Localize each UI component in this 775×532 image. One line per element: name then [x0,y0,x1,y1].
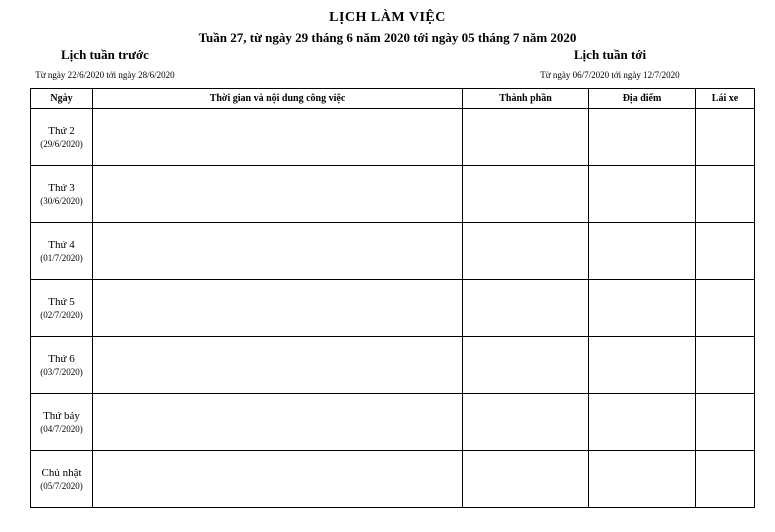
next-week-range: Từ ngày 06/7/2020 tới ngày 12/7/2020 [540,70,680,80]
day-cell [31,109,93,166]
day-date: (04/7/2020) [40,424,83,434]
driver-cell [696,166,755,223]
column-header-participants: Thành phần [463,89,589,109]
day-date: (02/7/2020) [40,310,83,320]
location-cell [589,451,696,508]
driver-cell [696,223,755,280]
column-header-day: Ngày [31,89,93,109]
driver-cell [696,280,755,337]
location-cell [589,337,696,394]
content-cell [93,451,463,508]
participants-cell [463,337,589,394]
day-cell [31,394,93,451]
day-date: (30/6/2020) [40,196,83,206]
day-name: Thứ 3 [48,182,75,194]
table-row [31,337,755,394]
column-header-location: Địa điểm [589,89,696,109]
driver-cell [696,109,755,166]
column-header-driver: Lái xe [696,89,755,109]
participants-cell [463,166,589,223]
day-name: Thứ 5 [48,296,75,308]
day-name: Chủ nhật [41,467,82,479]
page-subtitle: Tuần 27, từ ngày 29 tháng 6 năm 2020 tới ngày 05 tháng 7 năm 2020 [198,30,577,45]
location-cell [589,394,696,451]
prev-week-link[interactable]: Lịch tuần trước [61,47,149,62]
table-row [31,109,755,166]
driver-cell [696,394,755,451]
day-cell [31,280,93,337]
content-cell [93,223,463,280]
table-row [31,394,755,451]
table-row [31,451,755,508]
driver-cell [696,451,755,508]
day-date: (05/7/2020) [40,481,83,491]
day-date: (01/7/2020) [40,253,83,263]
day-date: (03/7/2020) [40,367,83,377]
day-name: Thứ 4 [48,239,75,251]
participants-cell [463,451,589,508]
location-cell [589,166,696,223]
content-cell [93,394,463,451]
day-cell [31,223,93,280]
table-row [31,280,755,337]
day-cell [31,451,93,508]
next-week-block [535,47,685,80]
day-name: Thứ bảy [43,410,80,422]
participants-cell [463,394,589,451]
prev-week-range: Từ ngày 22/6/2020 tới ngày 28/6/2020 [35,70,175,80]
day-cell [31,166,93,223]
content-cell [93,280,463,337]
content-cell [93,166,463,223]
table-row [31,166,755,223]
participants-cell [463,280,589,337]
location-cell [589,223,696,280]
day-date: (29/6/2020) [40,139,83,149]
location-cell [589,280,696,337]
page-title: LỊCH LÀM VIỆC [329,10,446,25]
table-header-row [31,89,755,109]
day-name: Thứ 6 [48,353,75,365]
content-cell [93,109,463,166]
content-cell [93,337,463,394]
schedule-table [30,88,755,508]
table-row [31,223,755,280]
driver-cell [696,337,755,394]
location-cell [589,109,696,166]
prev-week-block [30,47,180,80]
participants-cell [463,109,589,166]
day-name: Thứ 2 [48,125,75,137]
next-week-link[interactable]: Lịch tuần tới [573,47,647,62]
day-cell [31,337,93,394]
participants-cell [463,223,589,280]
column-header-content: Thời gian và nội dung công việc [93,89,463,109]
